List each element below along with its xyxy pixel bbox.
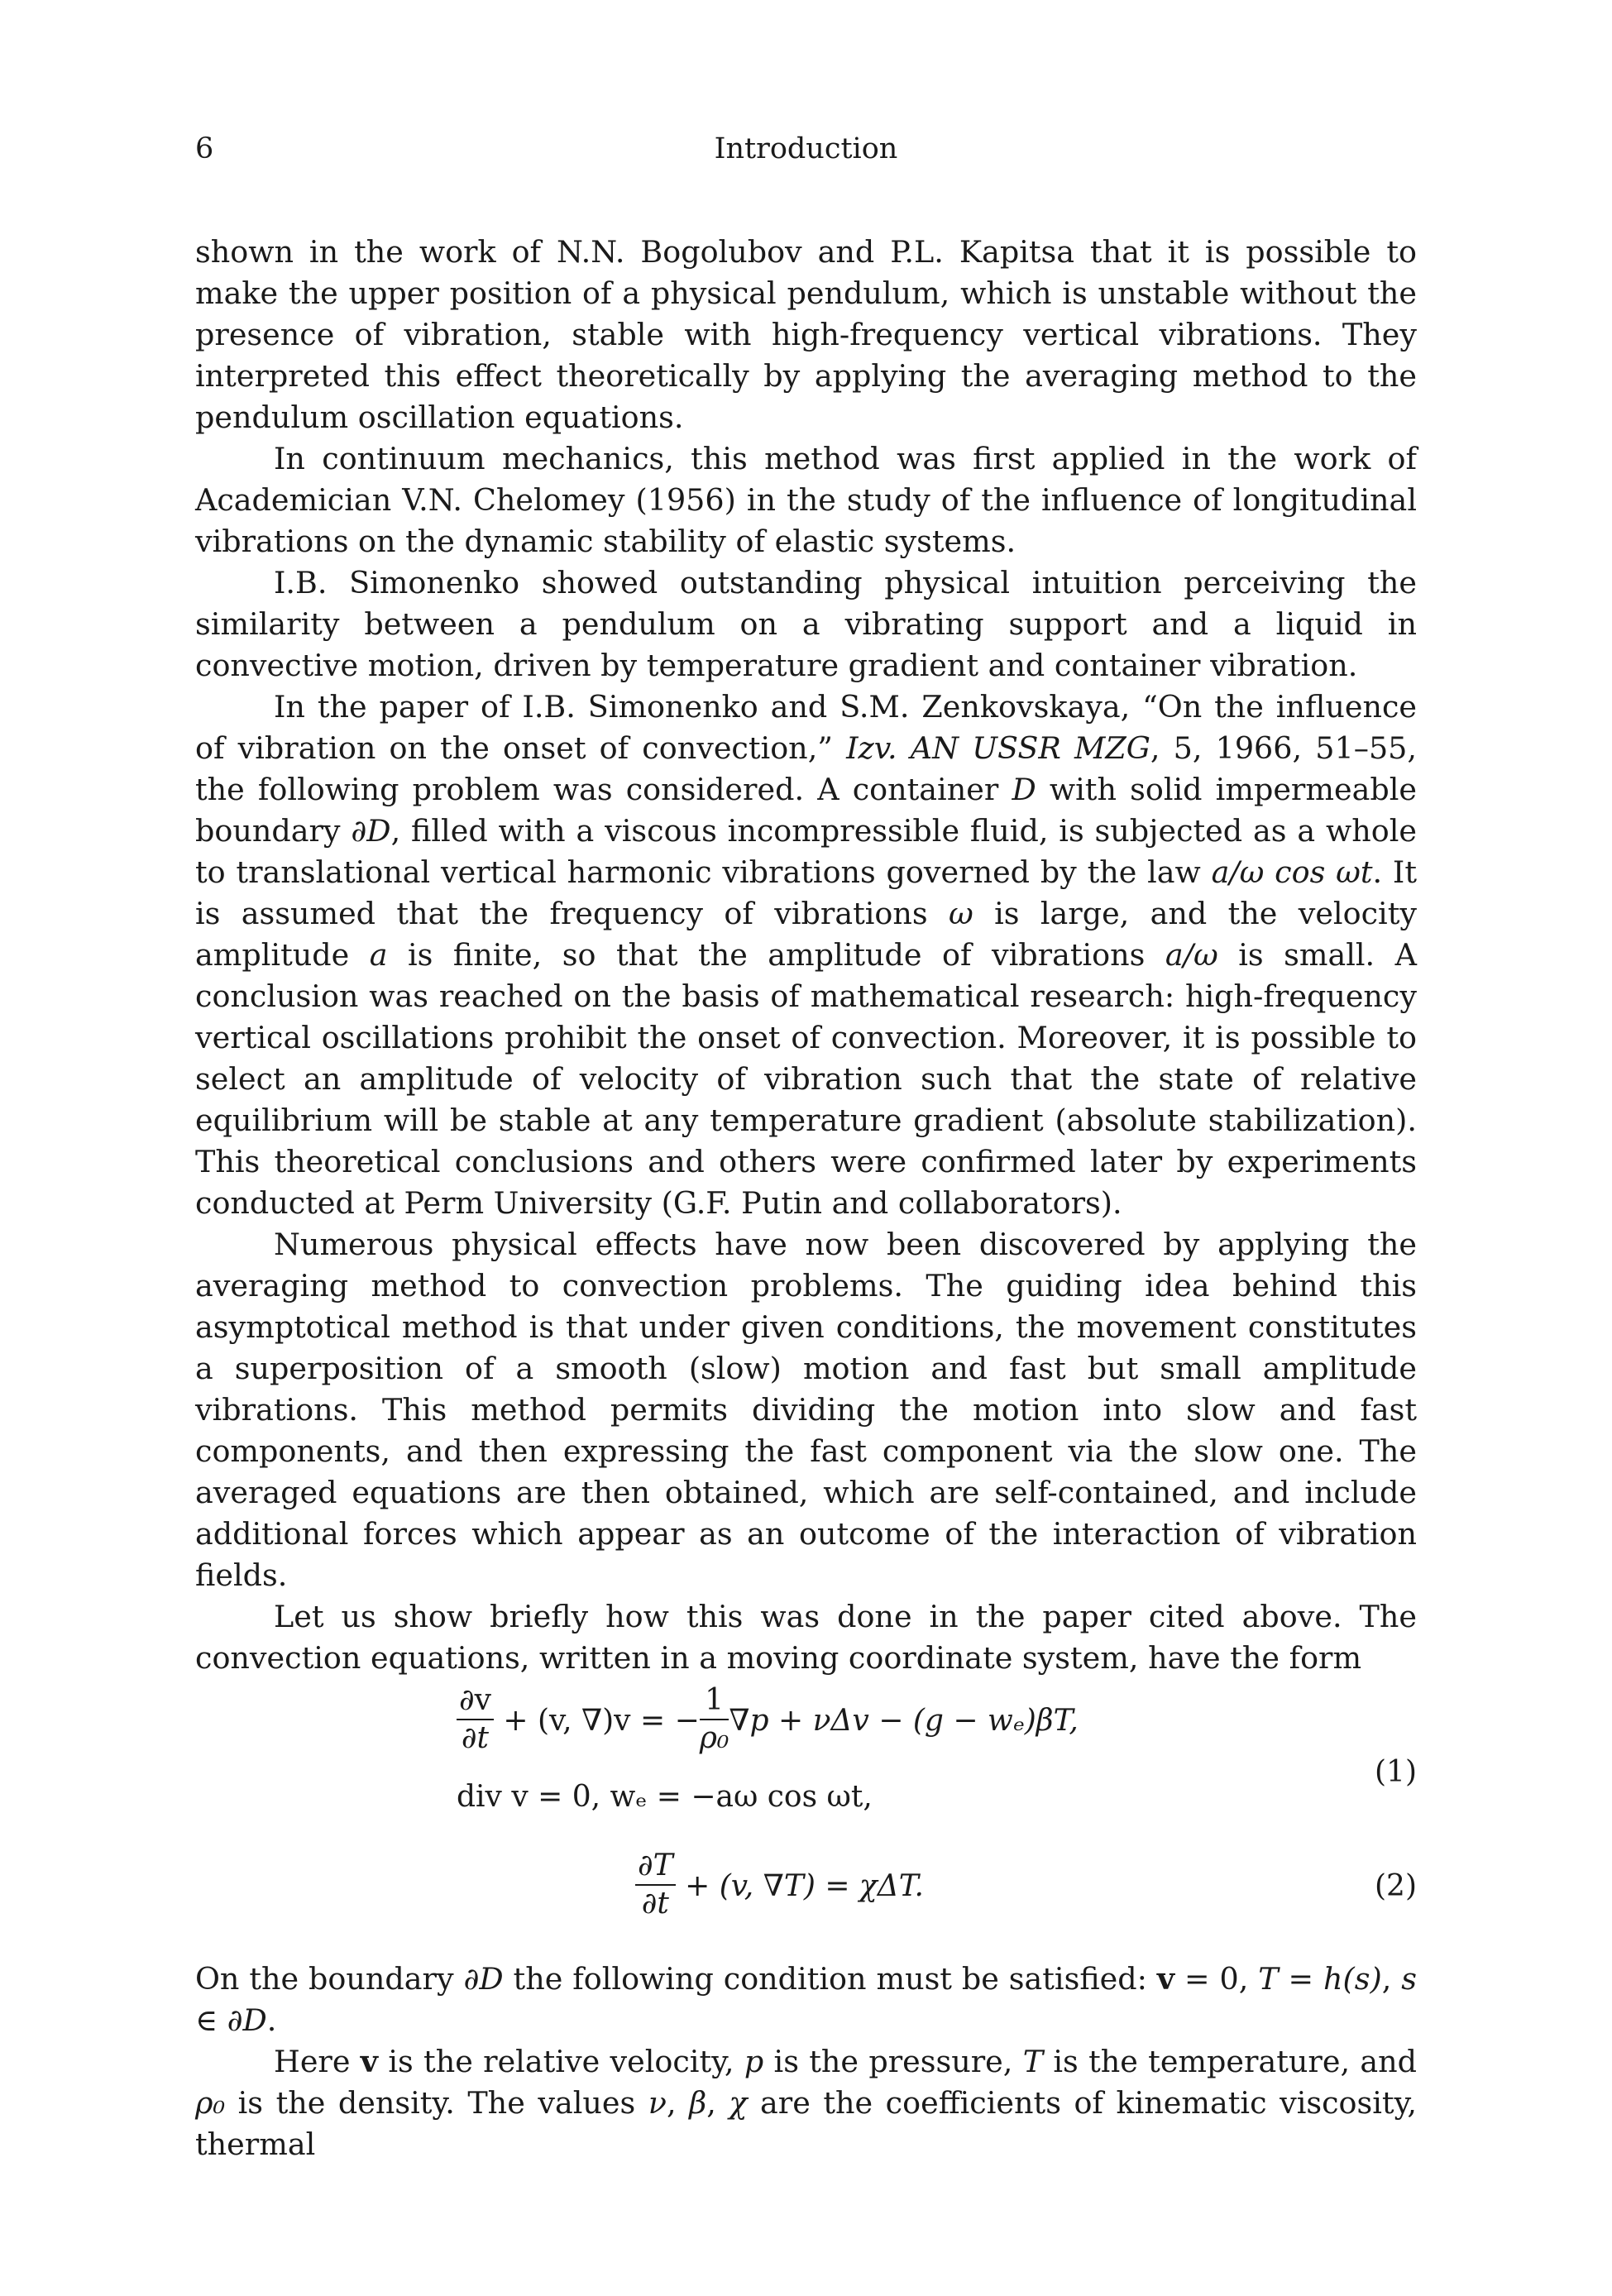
text-run: is the pressure, <box>763 2044 1023 2079</box>
equation-term: + (v, ∇)v = − <box>493 1704 700 1738</box>
fraction-denominator: ρ₀ <box>699 1721 729 1755</box>
page-header <box>195 132 1417 174</box>
fraction-dv-dt <box>457 1682 494 1757</box>
text-run: On the boundary <box>195 1961 464 1997</box>
text-run: . <box>266 2002 277 2038</box>
math-symbol: v <box>360 2044 379 2079</box>
math-symbol: ∂D <box>351 813 391 849</box>
equation-block <box>195 1683 1417 1959</box>
page-number: 6 <box>195 132 214 165</box>
math-symbol: p <box>744 2044 764 2079</box>
paragraph-3: I.B. Simonenko showed outstanding physical intuition perceiving the similarity between a pendulum on a vibrating support and a liquid in convective motion, driven by temperature gradient and container vibration. <box>195 565 1417 683</box>
text-run: ∈ <box>195 2002 227 2038</box>
fraction-numerator: ∂v <box>457 1682 494 1720</box>
text-run: is small. A conclusion was reached on the basis of mathematical research: high-frequency vertical oscillations prohibit the onset of convection. Moreover, it is possible to select an amplitude of velocity of vibration such that the state of relative equilibrium will be stable at any temperature gradient (absolute stabilization). This theoretical conclusions and others were confirmed later by experiments conducted at Perm University (G.F. Putin and collaborators). <box>195 937 1417 1221</box>
text-run: with solid impermeable boundary <box>195 772 1417 849</box>
equation-term: + (v, ∇T) = χΔT. <box>675 1869 924 1903</box>
fraction-1-rho <box>700 1682 729 1757</box>
paragraph-7 <box>195 1959 1417 2041</box>
equation-term: ∇p + νΔv − (g − wₑ)βT, <box>729 1704 1079 1738</box>
paragraph-6: Let us show briefly how this was done in the paper cited above. The convection equations, written in a moving coordinate system, have the form <box>195 1599 1417 1676</box>
paragraph-4 <box>195 686 1417 1224</box>
math-symbol: D <box>1012 772 1036 807</box>
math-symbol: ∂D <box>227 2002 267 2038</box>
equation-1-line-1 <box>457 1683 1079 1760</box>
math-symbol: ω <box>948 896 973 931</box>
text-run: = 0, <box>1174 1961 1259 1997</box>
paragraph-2: In continuum mechanics, this method was first applied in the work of Academician V.N. Chelomey (1956) in the study of the influence of longitudinal vibrations on the dynamic stability of elastic systems. <box>195 441 1417 559</box>
text-run: is the density. The values <box>225 2085 648 2121</box>
text-run: are the coefficients of kinematic viscosity, thermal <box>195 2085 1417 2162</box>
text-run: . It is assumed that the frequency of vibrations <box>195 854 1417 931</box>
text-run: the following condition must be satisfied: <box>503 1961 1157 1997</box>
body-text <box>195 232 1417 2165</box>
math-symbol: χ <box>729 2085 748 2121</box>
math-expression: a/ω <box>1165 937 1218 973</box>
math-symbol: a <box>369 937 388 973</box>
paragraph-5: Numerous physical effects have now been discovered by applying the averaging method to convection problems. The guiding idea behind this asymptotical method is that under given conditions, the movement constitutes a superposition of a smooth (slow) motion and fast but small amplitude vibrations. This method permits dividing the motion into slow and fast components, and then expressing the fast component via the slow one. The averaged equations are then obtained, which are self-contained, and include additional forces which appear as an outcome of the interaction of vibration fields. <box>195 1227 1417 1593</box>
text-run: is the relative velocity, <box>378 2044 744 2079</box>
fraction-numerator: 1 <box>700 1682 729 1720</box>
equation-1-line-2: div v = 0, wₑ = −aω cos ωt, <box>457 1780 873 1814</box>
math-expression: h(s) <box>1323 1961 1382 1997</box>
text-run: Here <box>274 2044 361 2079</box>
equation-2 <box>635 1851 924 1925</box>
text-run: = <box>1278 1961 1324 1997</box>
math-symbol: ν <box>648 2085 667 2121</box>
text-run: , <box>666 2085 690 2121</box>
paragraph-1: shown in the work of N.N. Bogolubov and P.L. Kapitsa that it is possible to make the upper position of a physical pendulum, which is unstable without the presence of vibration, stable with high-frequency vertical vibrations. They interpreted this effect theoretically by applying the averaging method to the pendulum oscillation equations. <box>195 234 1417 435</box>
math-symbol: T <box>1258 1961 1279 1997</box>
equation-1-label: (1) <box>1375 1755 1417 1789</box>
math-symbol: T <box>1022 2044 1044 2079</box>
running-head: Introduction <box>714 132 898 165</box>
math-symbol: ρ₀ <box>195 2085 226 2121</box>
text-run: In the paper of I.B. Simonenko and S.M. Zenkovskaya, “On the influence of vibration on the onset of convection,” <box>195 689 1417 766</box>
fraction-numerator: ∂T <box>635 1848 676 1886</box>
paragraph-8 <box>195 2041 1417 2165</box>
text-run: , filled with a viscous incompressible fluid, is subjected as a whole to translational vertical harmonic vibrations governed by the law <box>195 813 1417 890</box>
journal-citation: Izv. AN USSR MZG <box>846 730 1150 766</box>
fraction-denominator: ∂t <box>641 1887 669 1921</box>
fraction-denominator: ∂t <box>461 1721 490 1755</box>
math-expression: a/ω cos ωt <box>1211 854 1373 890</box>
math-symbol: ∂D <box>463 1961 504 1997</box>
text-run: , <box>706 2085 729 2121</box>
text-run: , 5, 1966, 51–55, the following problem was considered. A container <box>195 730 1417 807</box>
equation-1 <box>457 1683 1284 1834</box>
equation-2-label: (2) <box>1375 1869 1417 1903</box>
text-run: is finite, so that the amplitude of vibrations <box>387 937 1165 973</box>
math-symbol: v <box>1156 1961 1175 1997</box>
text-run: is the temperature, and <box>1043 2044 1417 2079</box>
text-run: , <box>1381 1961 1402 1997</box>
fraction-dT-dt <box>635 1848 676 1922</box>
math-symbol: s <box>1401 1961 1417 1997</box>
text-run: is large, and the velocity amplitude <box>195 896 1417 973</box>
math-symbol: β <box>689 2085 707 2121</box>
